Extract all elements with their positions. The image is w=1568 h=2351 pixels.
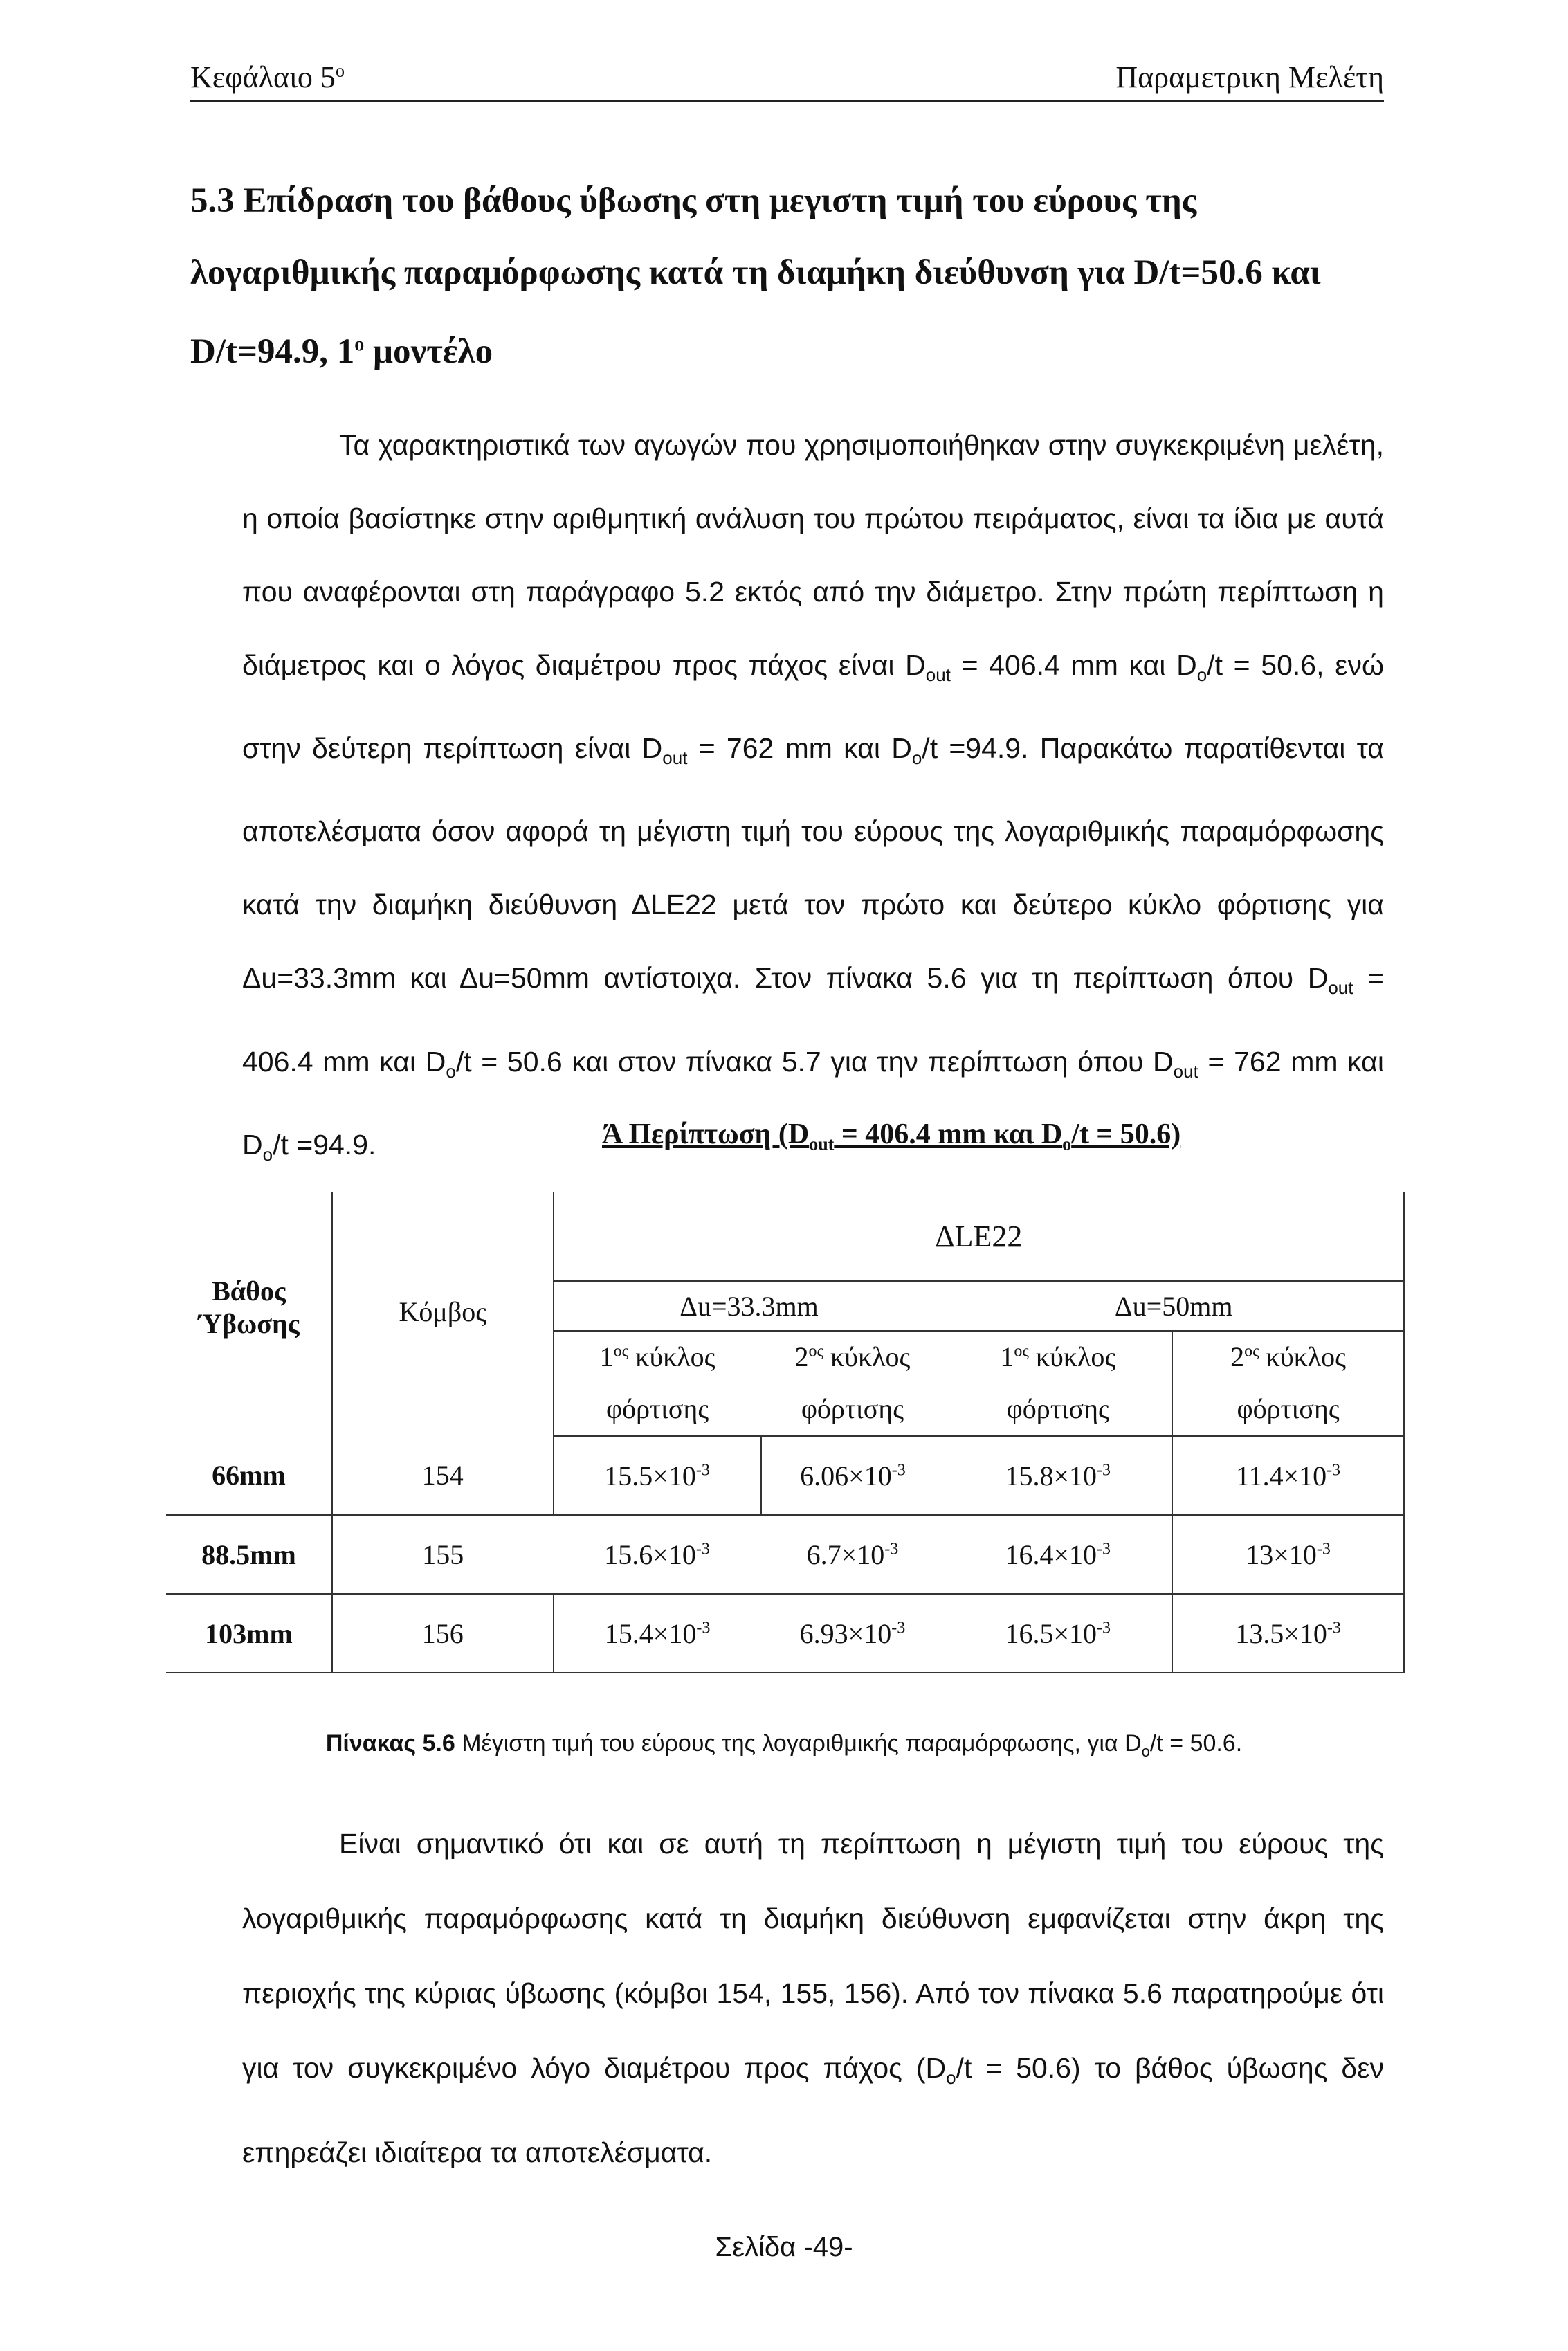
loading-label-3: φόρτισης — [944, 1381, 1172, 1436]
value-cell: $15.8\times 10^{-3}$ — [944, 1436, 1172, 1515]
conclusion-paragraph: Είναι σημαντικό ότι και σε αυτή τη περίπτωση η μέγιστη τιμή του εύρους της λογαριθμικής παραμόρφωσης κατά τη διαμήκη διεύθυνση εμφανίζεται στην άκρη της περιοχής της κύριας ύβωσης (κόμβοι 154, 155, 156). Από τον πίνακα 5.6 παρατηρούμε ότι για τον συγκεκριμένο λόγο διαμέτρου προς πάχος $(D_o/t = 50.6)$ το βάθος ύβωσης δεν επηρεάζει ιδιαίτερα τα αποτελέσματα. — [242, 1828, 1384, 2169]
depth-header: Βάθος Ύβωσης — [198, 1276, 300, 1339]
depth-cell: 103mm — [166, 1594, 332, 1673]
value-cell: $15.4\times 10^{-3}$ — [554, 1594, 761, 1673]
node-cell: 155 — [332, 1515, 554, 1594]
depth-cell: 88.5mm — [166, 1515, 332, 1594]
table-case-title: Ά Περίπτωση ($D_{out} = 406.4$ mm και $D_o/t = 50.6$) — [602, 1118, 1181, 1154]
table-row — [166, 1436, 1404, 1515]
du-50-header: Δu=50mm — [944, 1281, 1404, 1331]
table-row — [166, 1594, 1404, 1673]
value-cell: $15.5\times 10^{-3}$ — [554, 1436, 761, 1515]
node-cell: 156 — [332, 1594, 554, 1673]
value-cell: $6.7\times 10^{-3}$ — [761, 1515, 945, 1594]
table-row — [166, 1515, 1404, 1594]
page-header — [190, 57, 1384, 102]
loading-label-1: φόρτισης — [554, 1381, 761, 1436]
table-caption: Πίνακας 5.6 Μέγιστη τιμή του εύρους της λογαριθμικής παραμόρφωσης, για $D_o/t = 50.6$. — [325, 1730, 1243, 1760]
value-cell: $15.6\times 10^{-3}$ — [554, 1515, 761, 1594]
value-cell: $6.93\times 10^{-3}$ — [761, 1594, 945, 1673]
loading-label-4: φόρτισης — [1172, 1381, 1404, 1436]
value-cell: $13.5\times 10^{-3}$ — [1172, 1594, 1404, 1673]
value-cell: $13\times 10^{-3}$ — [1172, 1515, 1404, 1594]
loading-label-2: φόρτισης — [761, 1381, 945, 1436]
section-title: 5.3 Επίδραση του βάθους ύβωσης στη μεγιστη τιμή του εύρους της λογαριθμικής παραμόρφωσης κατά τη διαμήκη διεύθυνση για D/t=50.6 και D/t=94.9, $1^o$ μοντέλο — [190, 181, 1321, 371]
chapter-label: Κεφάλαιο $5^o$ — [190, 60, 345, 94]
intro-paragraph: Τα χαρακτηριστικά των αγωγών που χρησιμοποιήθηκαν στην συγκεκριμένη μελέτη, η οποία βασίστηκε στην αριθμητική ανάλυση του πρώτου πειράματος, είναι τα ίδια με αυτά που αναφέρονται στη παράγραφο 5.2 εκτός από την διάμετρο. Στην πρώτη περίπτωση η διάμετρος και ο λόγος διαμέτρου προς πάχος είναι $D_{out} = 406.4$ mm και $D_o/t = 50.6$, ενώ στην δεύτερη περίπτωση είναι $D_{out} = 762$ mm και $D_o/t =94.9$. Παρακάτω παρατίθενται τα αποτελέσματα όσον αφορά τη μέγιστη τιμή του εύρους της λογαριθμικής παραμόρφωσης κατά την διαμήκη διεύθυνση ΔLE22 μετά τον πρώτο και δεύτερο κύκλο φόρτισης για Δu=33.3mm και Δu=50mm αντίστοιχα. Στον πίνακα 5.6 για τη περίπτωση όπου $D_{out} = 406.4$ mm και $D_o/t = 50.6$ και στον πίνακα 5.7 για την περίπτωση όπου $D_{out} = 762$ mm και $D_o/t =94.9$. — [242, 429, 1384, 1165]
cycle-2-header-b: $2^{o\varsigma}$ κύκλος — [1172, 1331, 1404, 1381]
value-cell: $16.4\times 10^{-3}$ — [944, 1515, 1172, 1594]
value-cell: $11.4\times 10^{-3}$ — [1172, 1436, 1404, 1515]
du-33-header: Δu=33.3mm — [554, 1281, 945, 1331]
cycle-1-header-a: $1^{o\varsigma}$ κύκλος — [554, 1331, 761, 1381]
chapter-topic: Παραμετρικη Μελέτη — [1115, 60, 1384, 94]
results-table — [166, 1192, 1405, 1673]
value-cell: $16.5\times 10^{-3}$ — [944, 1594, 1172, 1673]
node-header: Κόμβος — [332, 1192, 554, 1436]
dle22-header: ΔLE22 — [554, 1192, 1404, 1281]
page-number: Σελίδα -49- — [715, 2232, 853, 2262]
cycle-1-header-b: $1^{o\varsigma}$ κύκλος — [1000, 1341, 1116, 1372]
cycle-2-header-a: $2^{o\varsigma}$ κύκλος — [794, 1341, 911, 1372]
value-cell: $6.06\times 10^{-3}$ — [761, 1436, 945, 1515]
depth-cell: 66mm — [166, 1436, 332, 1515]
node-cell: 154 — [332, 1436, 554, 1515]
